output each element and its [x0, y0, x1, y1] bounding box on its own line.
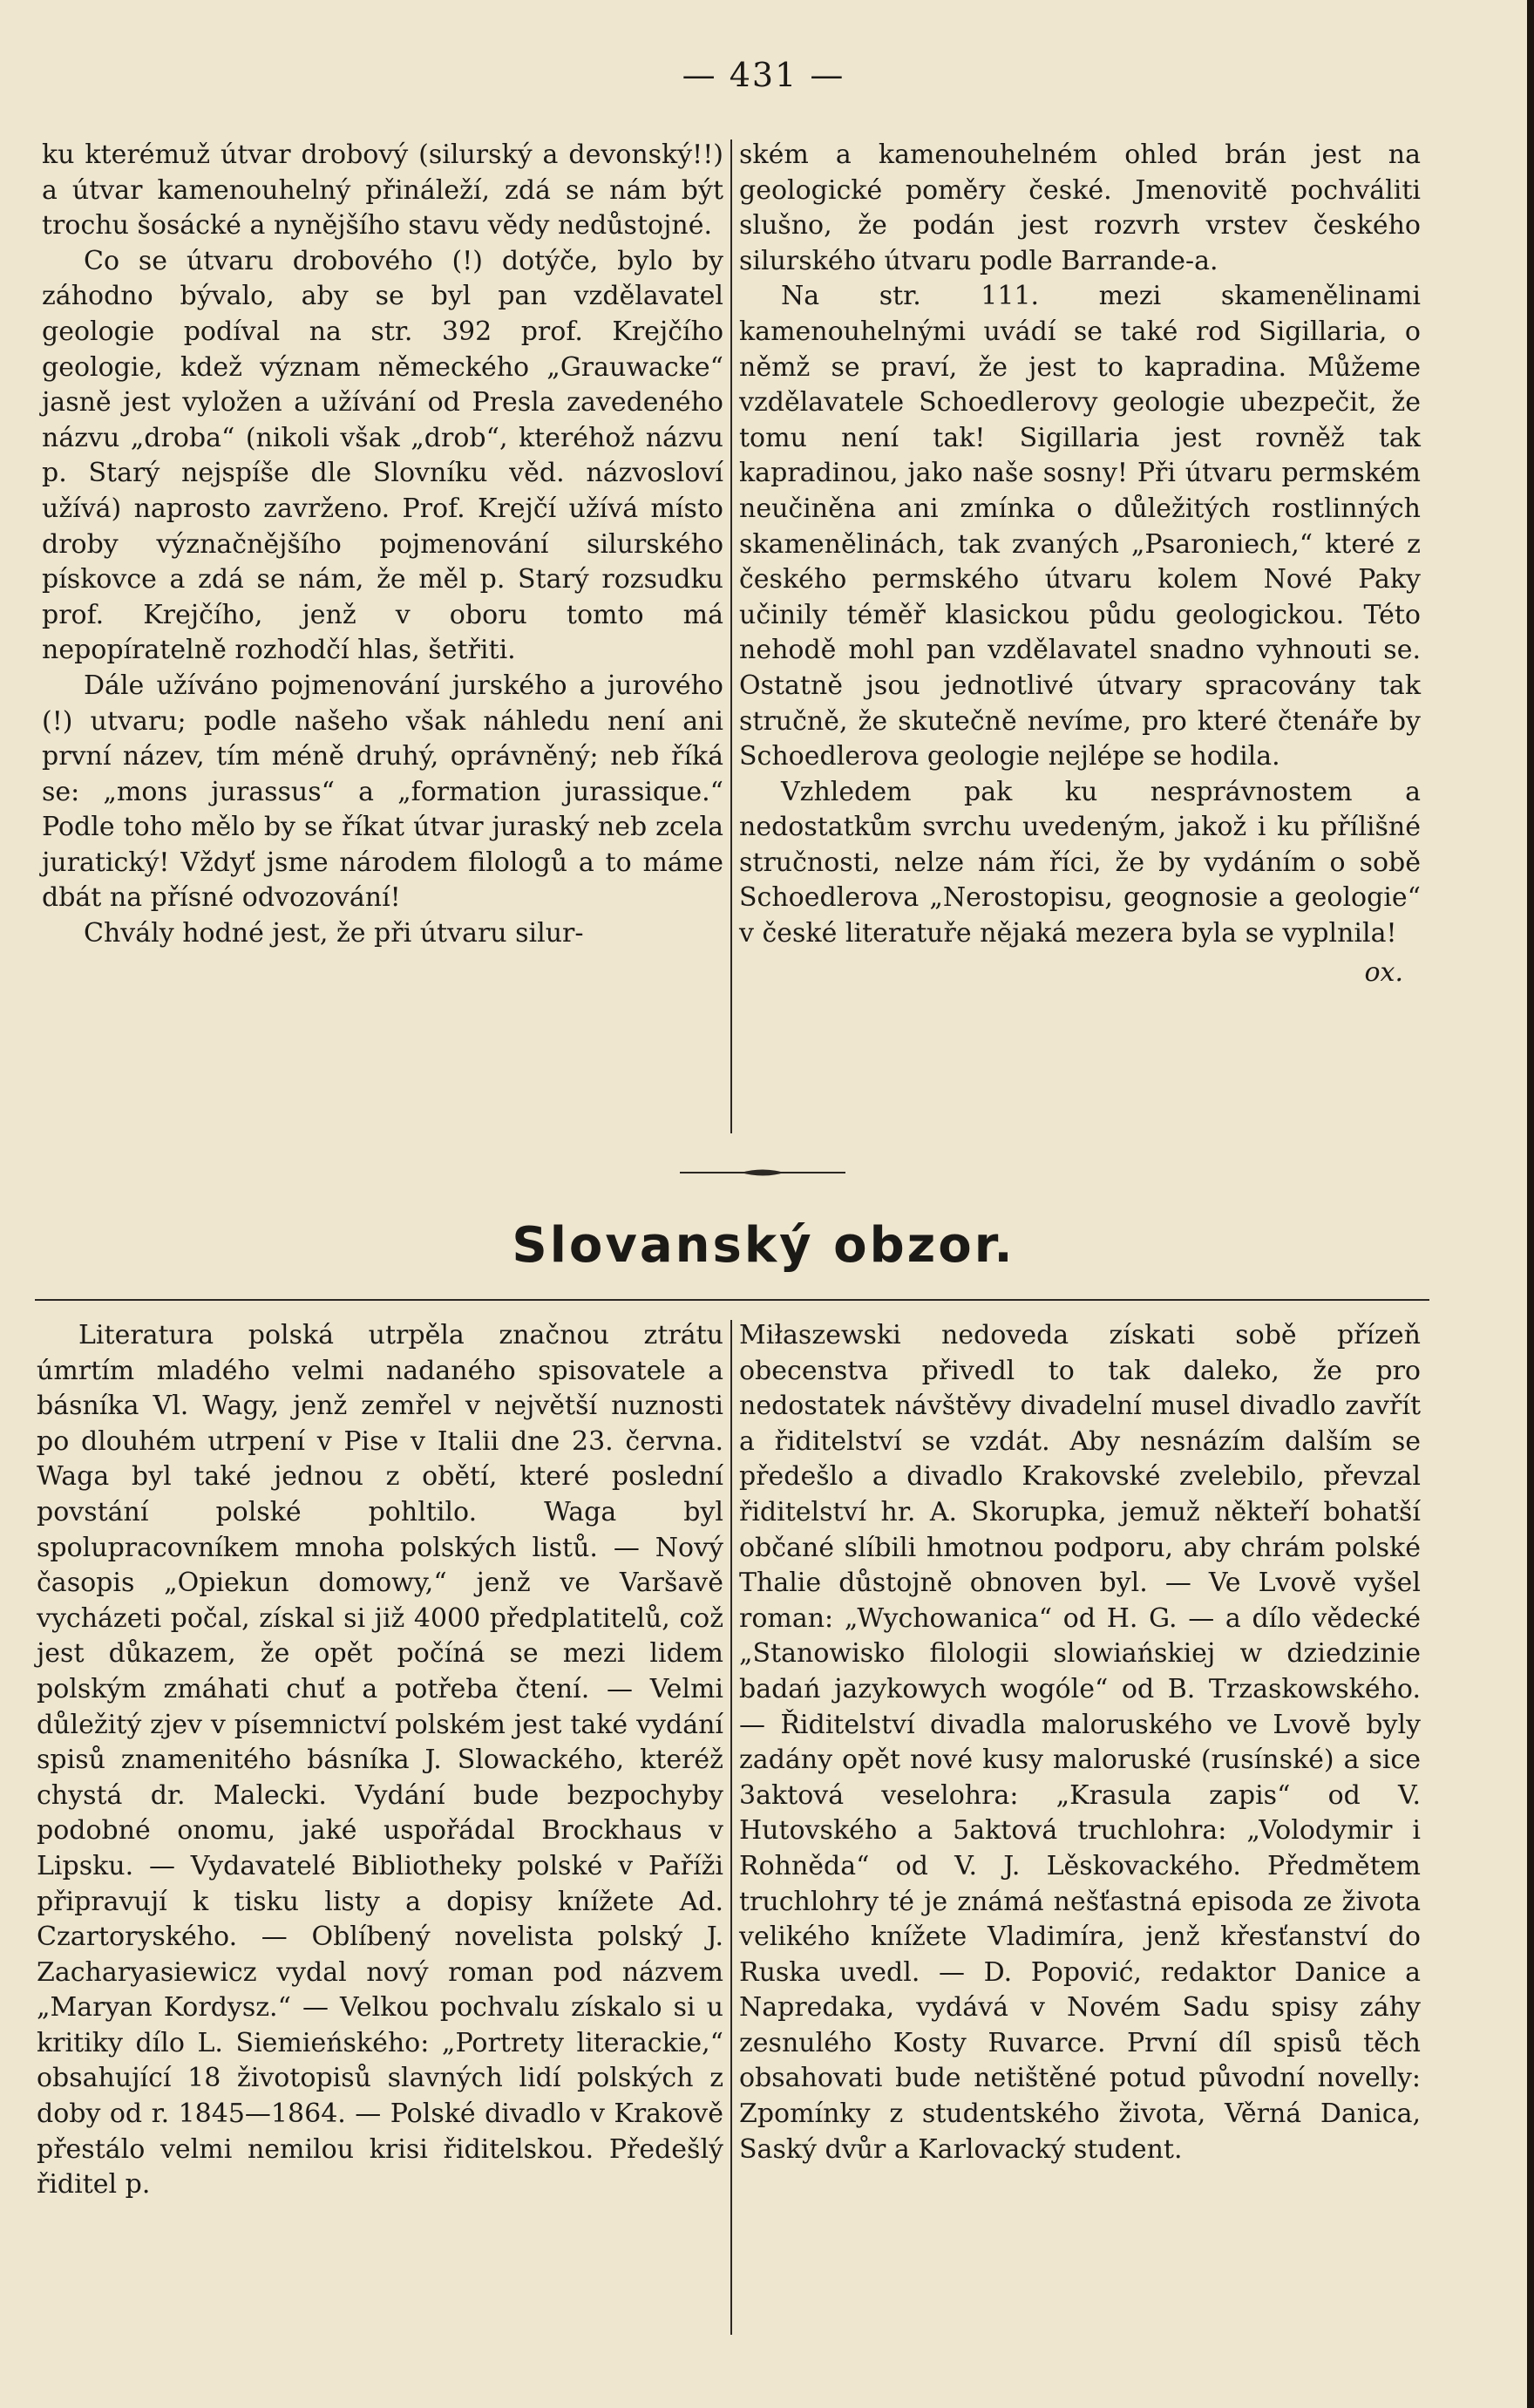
- paragraph: ku kterémuž útvar drobový (silurský a devonský!!) a útvar kamenouhelný přináleží, zdá se nám být trochu šosácké a nynějšího stavu vědy nedůstojné.: [42, 139, 723, 241]
- column-divider: [730, 139, 732, 1133]
- paragraph: Co se útvaru drobového (!) dotýče, bylo by záhodno bývalo, aby se byl pan vzdělavatel geologie podíval na str. 392 prof. Krejčího geologie, kdež význam německého „Grauwacke“ jasně jest vyložen a užívání od Presla zavedeného názvu „droba“ (nikoli však „drob“, kteréhož názvu p. Starý nejspíše dle Slovníku věd. názvosloví užívá) naprosto zavrženo. Prof. Krejčí užívá místo droby význačnějšího pojmenování silurského pískovce a zdá se nám, že měl p. Starý rozsudku prof. Krejčího, jenž v oboru tomto má nepopíratelně rozhodčí hlas, šetřiti.: [42, 245, 723, 666]
- paragraph: Miłaszewski nedoveda získati sobě přízeň obecenstva přivedl to tak daleko, že pro nedostatek návštěvy divadelní musel divadlo zavřít a řiditelství se vzdát. Aby nesnázím dalším se předešlo a divadlo Krakovské zvelebilo, převzal řiditelství hr. A. Skorupka, jemuž někteří bohatší občané slíbili hmotnou podporu, aby chrám polské Thalie důstojně obnoven byl. — Ve Lvově vyšel roman: „Wychowanica“ od H. G. — a dílo vědecké „Stanowisko filologii slowiańskiej w dziedzinie badań jazykowych wogóle“ od B. Trzaskowského. — Řiditelství divadla maloruského ve Lvově byly zadány opět nové kusy maloruské (rusínské) a sice 3aktová veselohra: „Krasula zapis“ od V. Hutovského a 5aktová truchlohra: „Volodymir i Rohněda“ od V. J. Lěskovackého. Předmětem truchlohry té je známá nešťastná episoda ze života velikého knížete Vladimíra, jenž křesťanství do Ruska uvedl. — D. Popović, redaktor Danice a Napredaka, vydává v Novém Sadu spisy záhy zesnulého Kosty Ruvarce. První díl spisů těch obsahovati bude netištěné potud původní novelly: Zpomínky z studentského života, Věrná Danica, Saský dvůr a Karlovacký student.: [739, 1320, 1421, 2165]
- paragraph: Na str. 111. mezi skamenělinami kamenouhelnými uvádí se také rod Sigillaria, o němž se praví, že jest to kapradina. Můžeme vzdělavatele Schoedlerovy geologie ubezpečit, že tomu není tak! Sigillaria jest rovněž tak kapradinou, jako naše sosny! Při útvaru permském neučiněna ani zmínka o důležitých rostlinných skamenělinách, tak zvaných „Psaroniech,“ které z českého permského útvaru kolem Nové Paky učinily téměř klasickou půdu geologickou. Této nehodě mohl pan vzdělavatel snadno vyhnouti se. Ostatně jsou jednotlivé útvary spracovány tak stručně, že skutečně nevíme, pro které čtenáře by Schoedlerova geologie nejlépe se hodila.: [739, 281, 1421, 772]
- top-right-column: [739, 138, 1421, 990]
- page-edge: [1527, 0, 1534, 2408]
- paragraph: Chvály hodné jest, že při útvaru silur-: [84, 918, 584, 949]
- section-title: Slovanský obzor.: [512, 1217, 1015, 1274]
- author-signature: ox.: [1364, 956, 1403, 988]
- paragraph: ském a kamenouhelném ohled brán jest na geologické poměry české. Jmenovitě pochváliti slušno, že podán jest rozvrh vrstev českého silurského útvaru podle Barrande-a.: [739, 139, 1421, 276]
- bottom-left-column: [37, 1318, 723, 2203]
- column-divider: [730, 1320, 732, 2335]
- paragraph: Literatura polská utrpěla značnou ztrátu úmrtím mladého velmi nadaného spisovatele a básníka Vl. Wagy, jenž zemřel v největší nuznosti po dlouhém utrpení v Pise v Italii dne 23. června. Waga byl také jednou z obětí, které poslední povstání polské pohltilo. Waga byl spolupracovníkem mnoha polských listů. — Nový časopis „Opiekun domowy,“ jenž ve Varšavě vycházeti počal, získal si již 4000 předplatitelů, což jest důkazem, že opět počíná se mezi lidem polským zmáhati chuť a potřeba čtení. — Velmi důležitý zjev v písemnictví polském jest také vydání spisů znamenitého básníka J. Slowackého, kteréž chystá dr. Malecki. Vydání bude bezpochyby podobné onomu, jaké uspořádal Brockhaus v Lipsku. — Vydavatelé Bibliotheky polské v Paříži připravují k tisku listy a dopisy knížete Ad. Czartoryského. — Oblíbený novelista polský J. Zacharyasiewicz vydal nový roman pod názvem „Maryan Kordysz.“ — Velkou pochvalu získalo si u kritiky dílo L. Siemieńského: „Portrety literackie,“ obsahující 18 životopisů slavných lidí polských z doby od r. 1845—1864. — Polské divadlo v Krakově přestálo velmi nemilou krisi řiditelskou. Předešlý řiditel p.: [37, 1320, 723, 2201]
- paragraph: Vzhledem pak ku nesprávnostem a nedostatkům svrchu uvedeným, jakož i ku přílišné stručnosti, nelze nám říci, že by vydáním o sobě Schoedlerova „Nerostopisu, geognosie a geologie“ v české literatuře nějaká mezera byla se vyplnila!: [739, 776, 1421, 949]
- page-number: — 431 —: [682, 56, 845, 94]
- section-rule: [35, 1299, 1429, 1301]
- bottom-right-column: [739, 1318, 1421, 2167]
- top-left-column: [42, 138, 723, 952]
- ornament-rule: [680, 1167, 845, 1179]
- paragraph: Dále užíváno pojmenování jurského a jurového (!) utvaru; podle našeho však náhledu není ani první název, tím méně druhý, oprávněný; neb říká se: „mons jurassus“ a „formation jurassique.“ Podle toho mělo by se říkat útvar juraský neb zcela juratický! Vždyť jsme národem filologů a to máme dbát na přísné odvozování!: [42, 670, 723, 914]
